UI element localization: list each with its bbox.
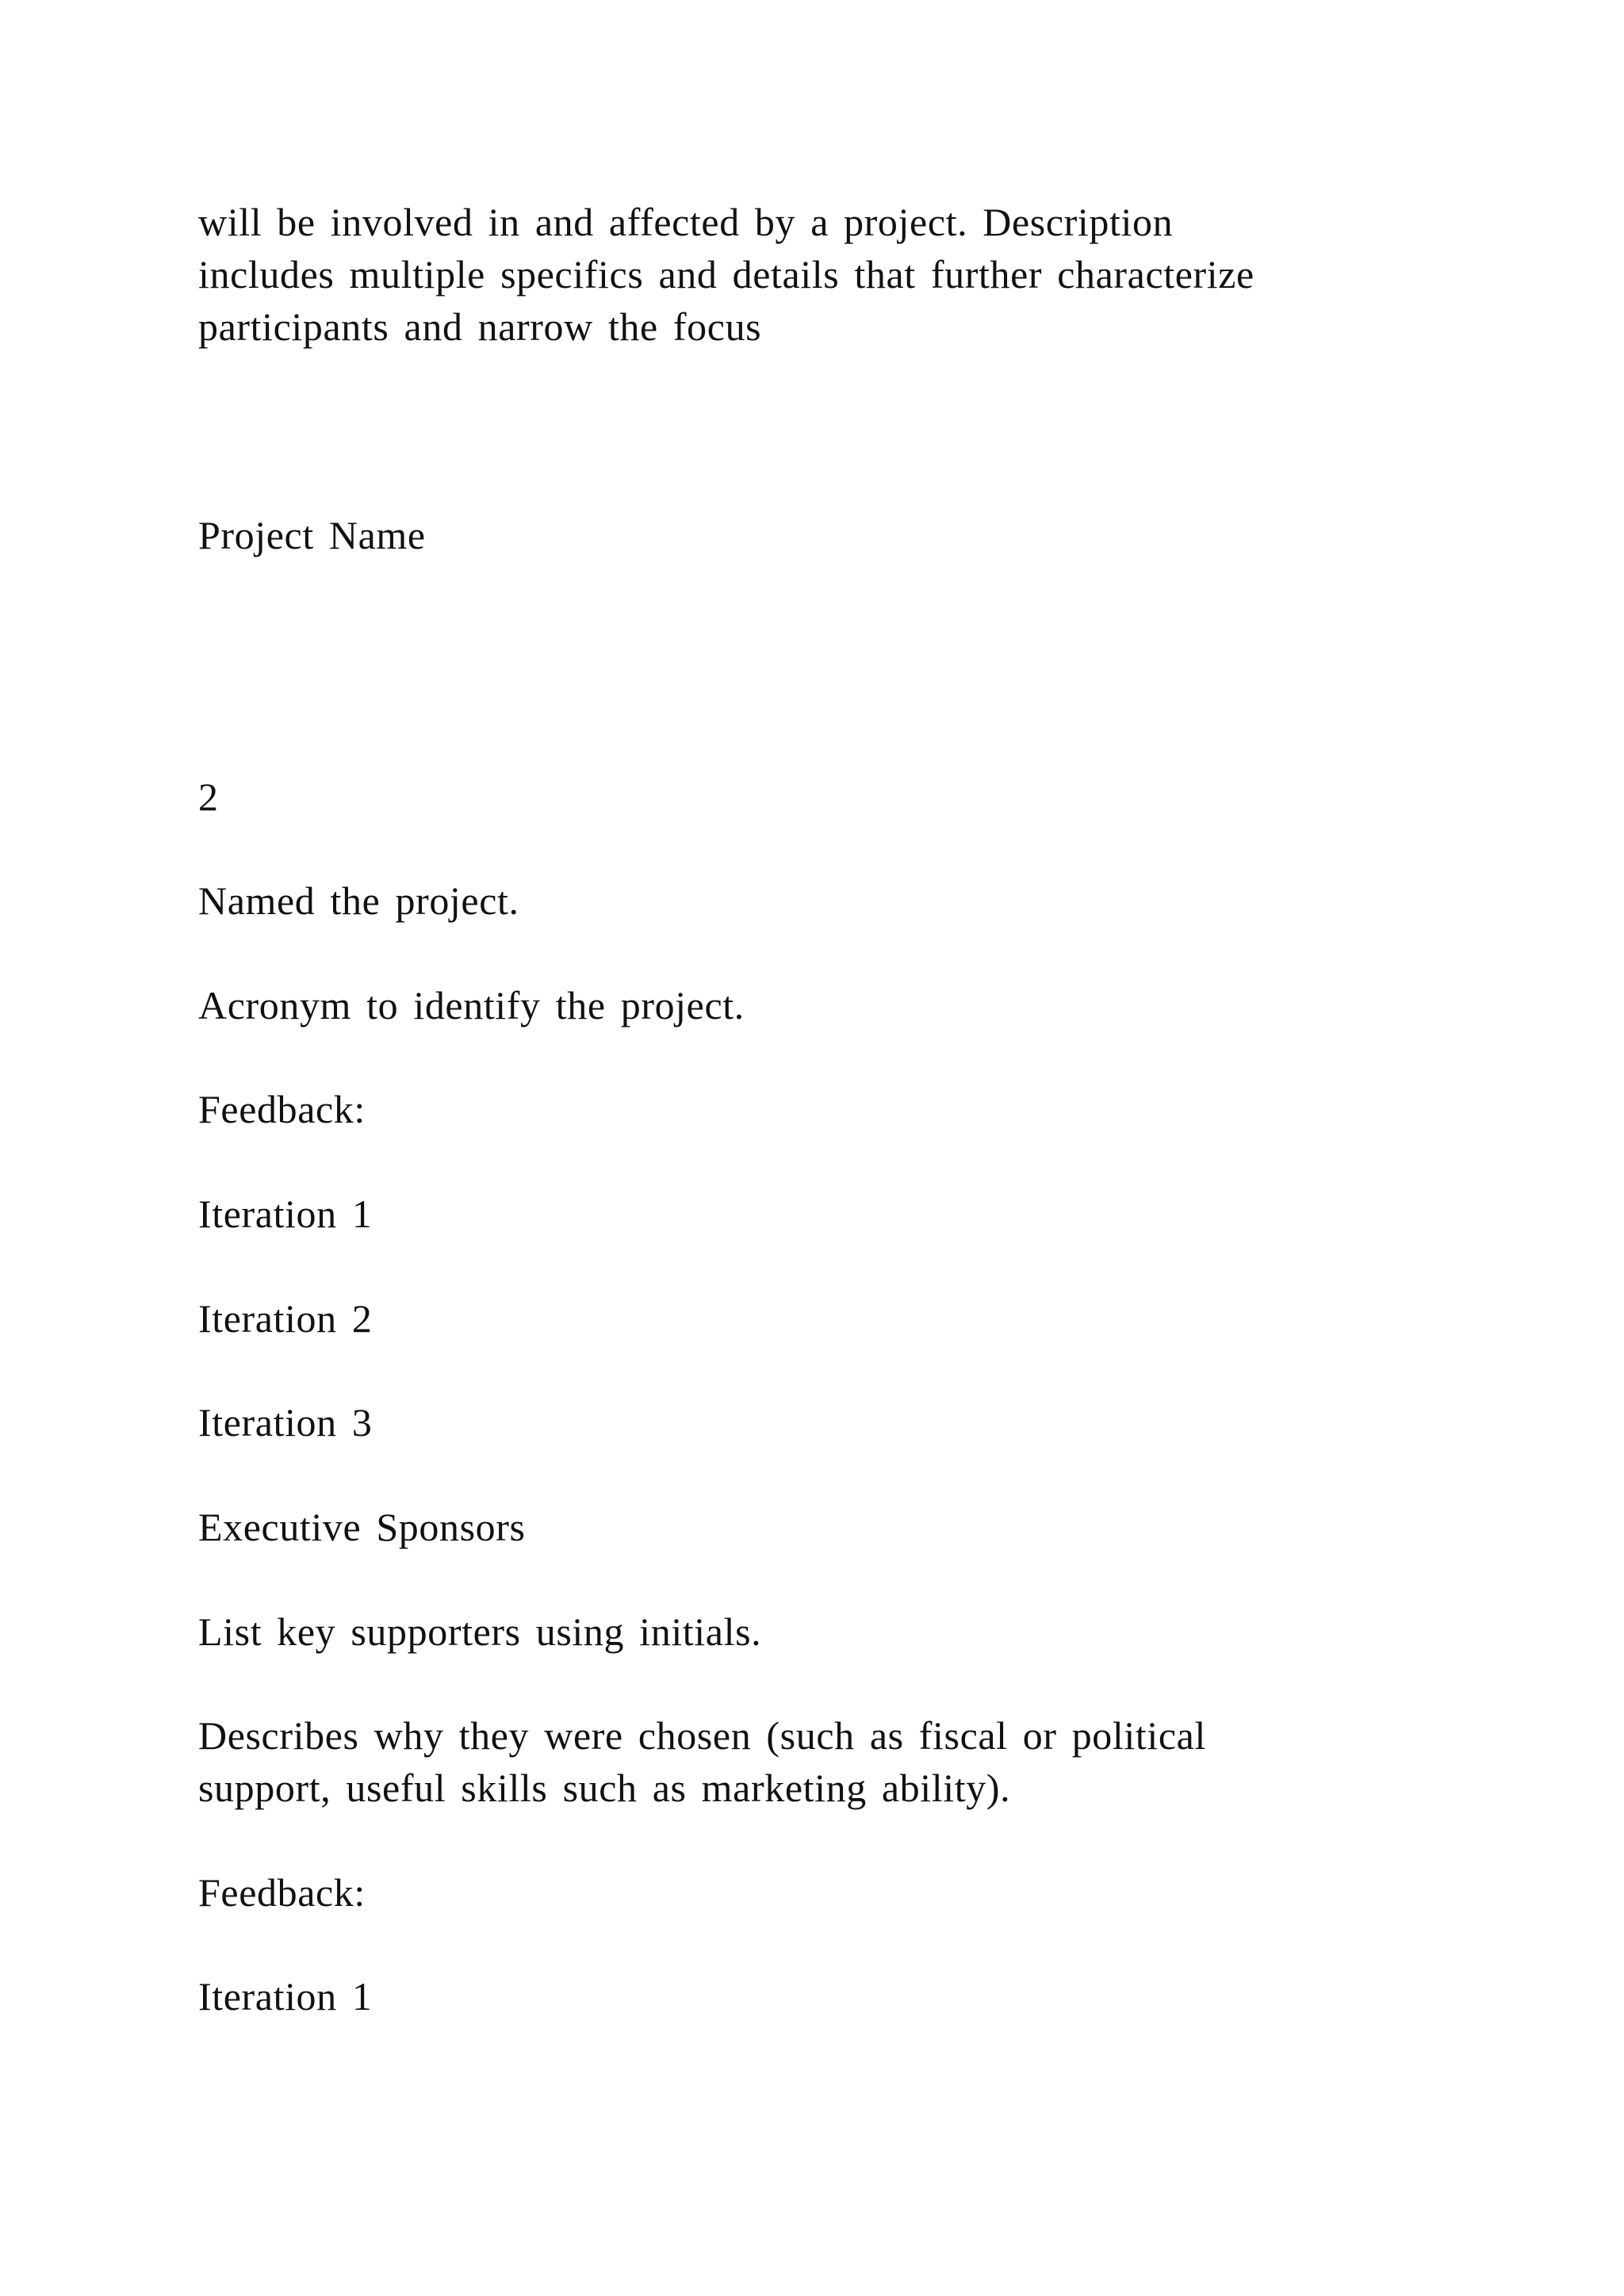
- project-name-iteration-2: Iteration 2: [198, 1296, 373, 1341]
- project-name-iteration-1: Iteration 1: [198, 1192, 373, 1236]
- executive-sponsors-criterion-2-line-1: Describes why they were chosen (such as fiscal or political: [198, 1713, 1206, 1758]
- intro-paragraph-line-1: will be involved in and affected by a project. Description: [198, 200, 1174, 244]
- page-number: 2: [198, 775, 219, 819]
- project-name-heading: Project Name: [198, 513, 426, 557]
- executive-sponsors-feedback-label: Feedback:: [198, 1870, 366, 1915]
- executive-sponsors-criterion-2-line-2: support, useful skills such as marketing ability).: [198, 1766, 1011, 1810]
- intro-paragraph-line-2: includes multiple specifics and details that further characterize: [198, 252, 1254, 297]
- executive-sponsors-iteration-1: Iteration 1: [198, 1974, 373, 2019]
- executive-sponsors-criterion-1: List key supporters using initials.: [198, 1609, 762, 1654]
- project-name-criterion-1: Named the project.: [198, 878, 519, 923]
- project-name-iteration-3: Iteration 3: [198, 1400, 373, 1445]
- intro-paragraph-line-3: participants and narrow the focus: [198, 304, 762, 349]
- project-name-criterion-2: Acronym to identify the project.: [198, 983, 745, 1027]
- project-name-feedback-label: Feedback:: [198, 1087, 366, 1131]
- executive-sponsors-heading: Executive Sponsors: [198, 1505, 526, 1549]
